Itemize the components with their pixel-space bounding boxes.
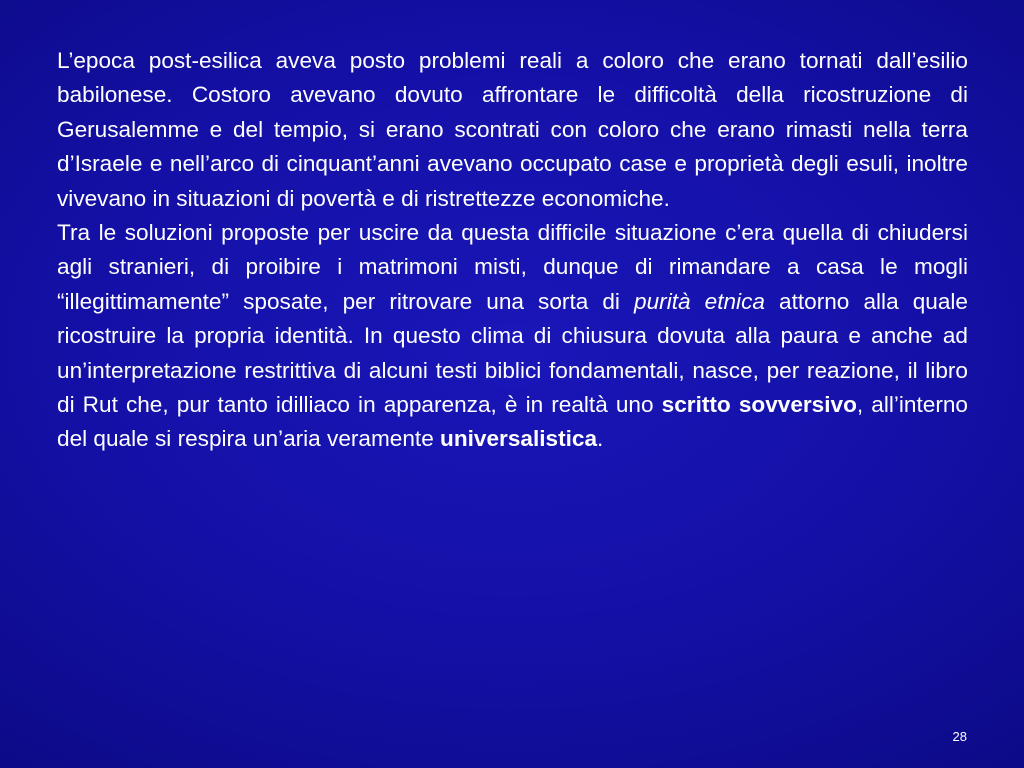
slide-body-text bbox=[57, 44, 968, 457]
paragraph-1: L’epoca post-esilica aveva posto problemi reali a coloro che erano tornati dall’esilio babilonese. Costoro avevano dovuto affrontare le difficoltà della ricostruzione di Gerusalemme e del tempio, si erano scontrati con coloro che erano rimasti nella terra d’Israele e nell’arco di cinquant’anni avevano occupato case e proprietà degli esuli, inoltre vivevano in situazioni di povertà e di ristrettezze economiche. bbox=[57, 48, 968, 211]
bold-phrase-scritto-sovversivo: scritto sovversivo bbox=[661, 392, 857, 418]
bold-phrase-universalistica: universalistica bbox=[440, 426, 598, 452]
paragraph-2-text-2: attorno alla quale ricostruire la propria identità. In questo clima di chiusura dovuta alla paura e anche ad un’interpretazione restrittiva di alcuni testi biblici fondamentali, nasce, per reazione, il libro di Rut che, pur tanto idilliaco in apparenza, è in realtà uno bbox=[57, 288, 968, 418]
paragraph-2-text-4: . bbox=[597, 426, 604, 452]
paragraph-2-text-1: Tra le soluzioni proposte per uscire da questa difficile situazione c’era quella di chiudersi agli stranieri, di proibire i matrimoni misti, dunque di rimandare a casa le mogli “illegittimamente” sposate, per ritrovare una sorta di bbox=[57, 220, 968, 314]
italic-phrase-purita-etnica: purità etnica bbox=[634, 288, 765, 314]
page-number: 28 bbox=[952, 729, 967, 744]
paragraph-2-text-3: , all’interno del quale si respira un’aria veramente bbox=[57, 392, 968, 452]
paragraph-2 bbox=[57, 216, 968, 457]
